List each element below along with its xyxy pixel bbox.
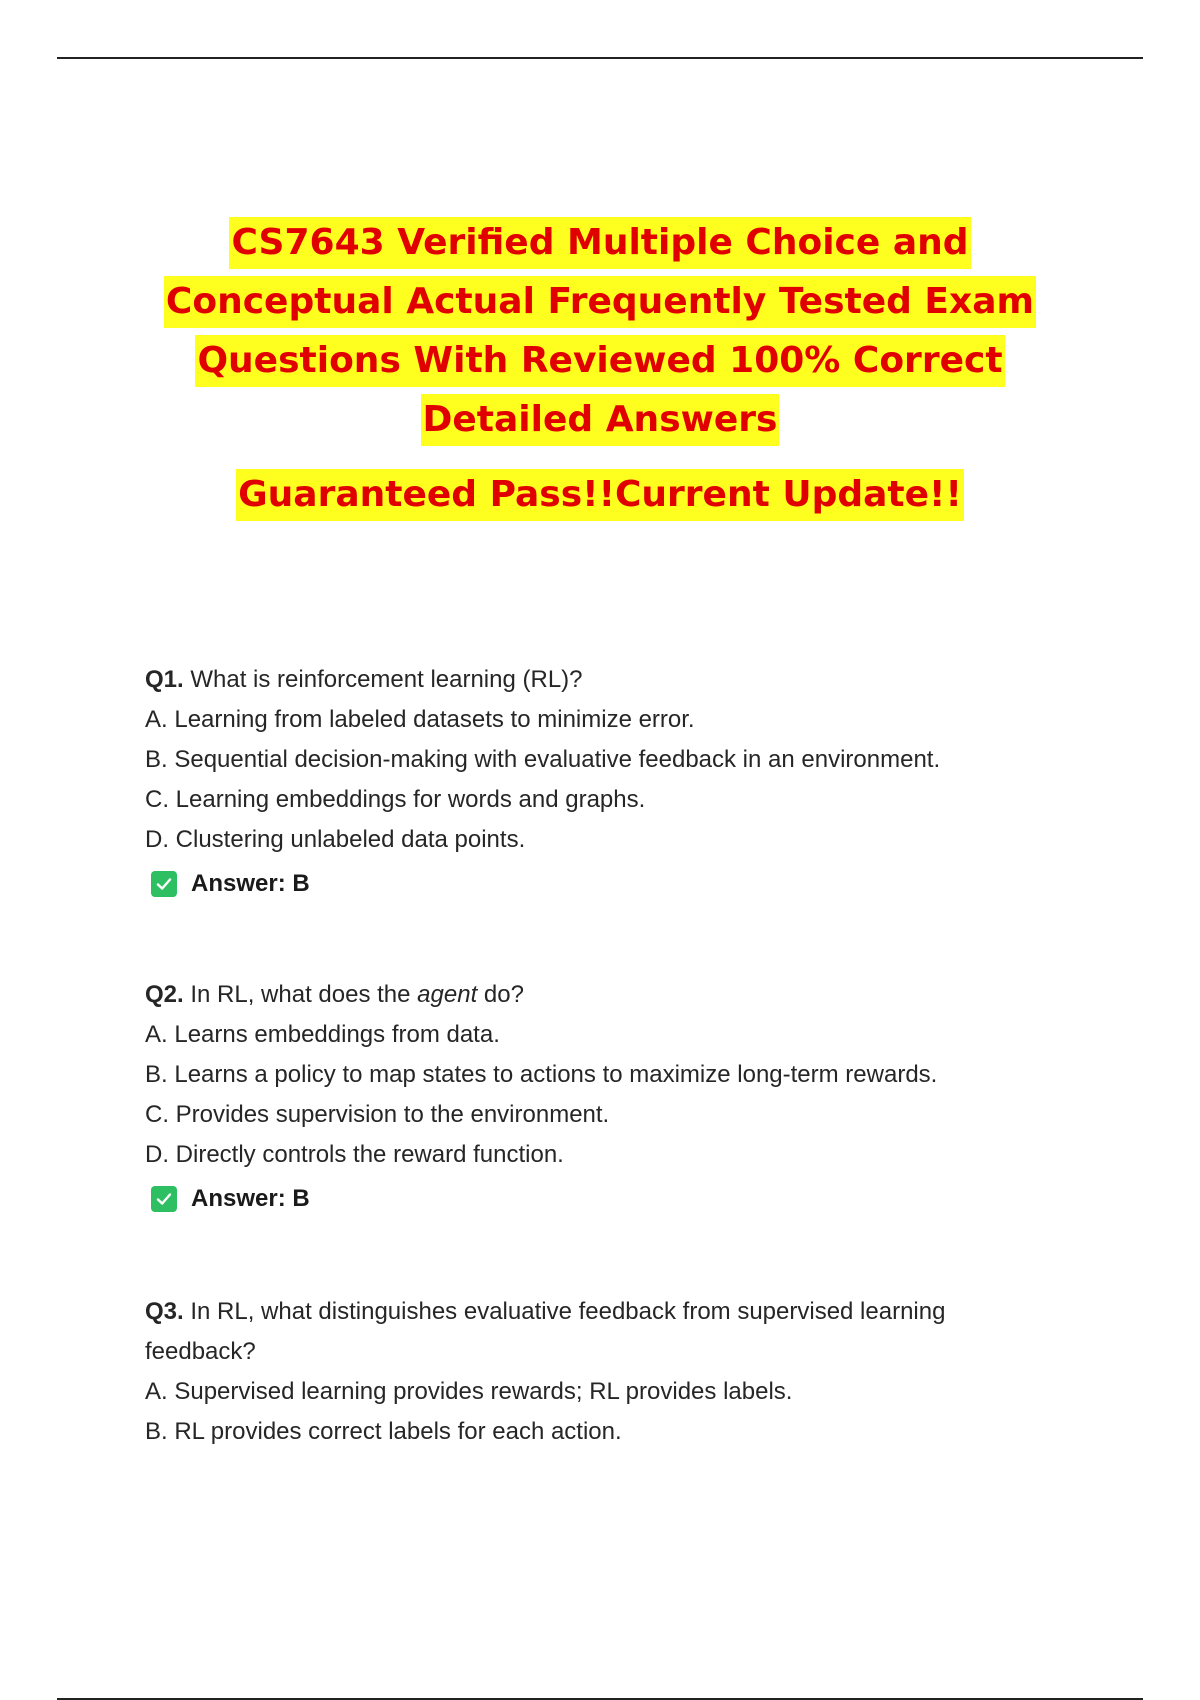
answer-text: Answer: B bbox=[191, 1185, 310, 1212]
option-c: C. Provides supervision to the environment. bbox=[145, 1101, 610, 1128]
question-text-before: In RL, what does the bbox=[190, 981, 411, 1008]
answer-row bbox=[145, 864, 1045, 904]
question-3-prompt bbox=[145, 1292, 1025, 1372]
option-a: A. Learning from labeled datasets to minimize error. bbox=[145, 706, 695, 733]
question-text: What is reinforcement learning (RL)? bbox=[190, 666, 583, 693]
answer-row bbox=[145, 1179, 1045, 1219]
option-b: B. RL provides correct labels for each action. bbox=[145, 1418, 622, 1445]
title-line-2: Conceptual Actual Frequently Tested Exam bbox=[164, 276, 1036, 328]
answer-text: Answer: B bbox=[191, 870, 310, 897]
question-text-after: do? bbox=[483, 981, 524, 1008]
question-1-prompt bbox=[145, 660, 1045, 700]
option-a: A. Learns embeddings from data. bbox=[145, 1021, 500, 1048]
question-text: In RL, what distinguishes evaluative feedback from supervised learning feedback? bbox=[145, 1298, 946, 1365]
question-block-1 bbox=[145, 660, 1045, 904]
check-box-icon bbox=[151, 1186, 177, 1212]
option-c: C. Learning embeddings for words and graphs. bbox=[145, 786, 646, 813]
bottom-rule bbox=[57, 1698, 1143, 1700]
question-block-2 bbox=[145, 975, 1045, 1219]
option-d: D. Clustering unlabeled data points. bbox=[145, 826, 526, 853]
title-line-3: Questions With Reviewed 100% Correct bbox=[195, 335, 1004, 387]
question-block-3 bbox=[145, 1292, 1045, 1452]
option-a: A. Supervised learning provides rewards; RL provides labels. bbox=[145, 1378, 793, 1405]
question-text-emphasis: agent bbox=[417, 981, 478, 1008]
option-d: D. Directly controls the reward function. bbox=[145, 1141, 564, 1168]
question-label: Q3. bbox=[145, 1298, 184, 1325]
document-title bbox=[0, 216, 1200, 527]
question-label: Q1. bbox=[145, 666, 184, 693]
option-b: B. Learns a policy to map states to actions to maximize long-term rewards. bbox=[145, 1061, 938, 1088]
question-2-prompt bbox=[145, 975, 1045, 1015]
check-box-icon bbox=[151, 871, 177, 897]
option-b: B. Sequential decision-making with evaluative feedback in an environment. bbox=[145, 746, 941, 773]
question-label: Q2. bbox=[145, 981, 184, 1008]
document-subtitle: Guaranteed Pass!!Current Update!! bbox=[236, 469, 964, 521]
title-line-4: Detailed Answers bbox=[421, 394, 780, 446]
title-line-1: CS7643 Verified Multiple Choice and bbox=[229, 217, 970, 269]
top-rule bbox=[57, 57, 1143, 59]
